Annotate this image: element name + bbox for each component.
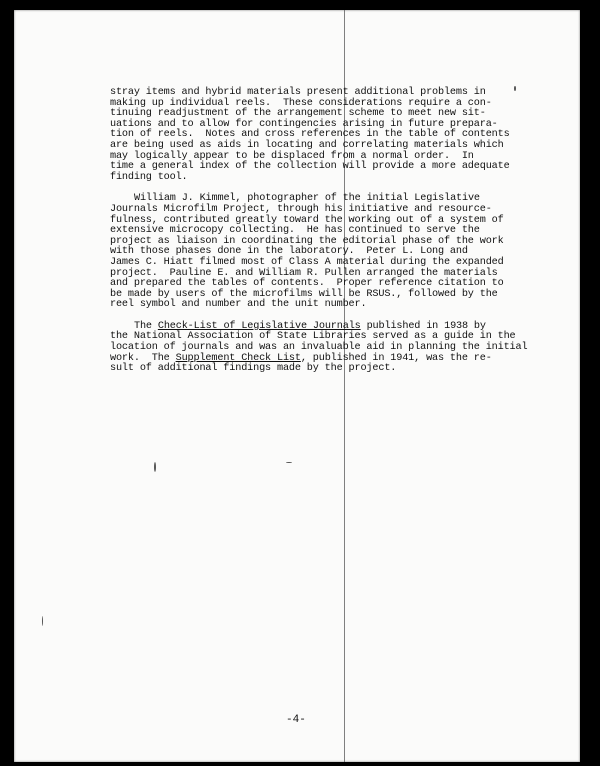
- text-line: tion of reels. Notes and cross references in the table of contents: [110, 129, 510, 141]
- text-fragment: The: [134, 320, 158, 332]
- text-line: James C. Hiatt filmed most of Class A material during the expanded: [110, 256, 504, 268]
- text-line: location of journals and was an invaluable aid in planning the initial: [110, 342, 528, 354]
- supplement-title: Supplement Check List: [175, 352, 301, 364]
- text-line: Journals Microfilm Project, through his initiative and resource-: [110, 203, 492, 215]
- text-line: sult of additional findings made by the project.: [110, 363, 397, 375]
- scan-speck: [286, 462, 292, 463]
- text-fragment: work. The: [110, 352, 176, 364]
- scan-speck: [42, 616, 43, 626]
- text-line: fulness, contributed greatly toward the working out of a system of: [110, 214, 504, 226]
- text-fragment: published in 1938 by: [360, 320, 486, 332]
- text-line: reel symbol and number and the unit number.: [110, 299, 367, 311]
- paragraph-1: [110, 88, 530, 183]
- page-number: -4-: [286, 714, 306, 726]
- text-line: with those phases done in the laboratory. Peter L. Long and: [110, 246, 468, 258]
- text-line: William J. Kimmel, photographer of the initial Legislative: [134, 193, 480, 205]
- text-line: uations and to allow for contingencies arising in future prepara-: [110, 118, 498, 130]
- text-line: making up individual reels. These considerations require a con-: [110, 97, 492, 109]
- text-line: time a general index of the collection will provide a more adequate: [110, 161, 510, 173]
- text-line: be made by users of the microfilms will be RSUS., followed by the: [110, 288, 498, 300]
- paragraph-2: [110, 194, 530, 311]
- document-page: [14, 10, 580, 762]
- paragraph-3: [110, 322, 530, 375]
- scan-speck: [154, 462, 156, 472]
- checklist-title: Check-List of Legislative Journals: [157, 320, 361, 332]
- text-line: project. Pauline E. and William R. Pullen arranged the materials: [110, 267, 498, 279]
- text-line: stray items and hybrid materials present additional problems in: [110, 87, 486, 98]
- text-line: tinuing readjustment of the arrangement scheme to meet new sit-: [110, 108, 486, 120]
- text-line: may logically appear to be displaced from a normal order. In: [110, 150, 474, 162]
- text-fragment: , published in 1941, was the re-: [300, 352, 492, 364]
- text-line: the National Association of State Libraries served as a guide in the: [110, 331, 516, 343]
- text-line: project as liaison in coordinating the editorial phase of the work: [110, 235, 504, 247]
- text-line: extensive microcopy collecting. He has continued to serve the: [110, 225, 480, 237]
- text-line: finding tool.: [110, 171, 188, 183]
- body-text: [110, 88, 530, 386]
- text-line: are being used as aids in locating and correlating materials which: [110, 139, 504, 151]
- text-line: and prepared the tables of contents. Proper reference citation to: [110, 278, 504, 290]
